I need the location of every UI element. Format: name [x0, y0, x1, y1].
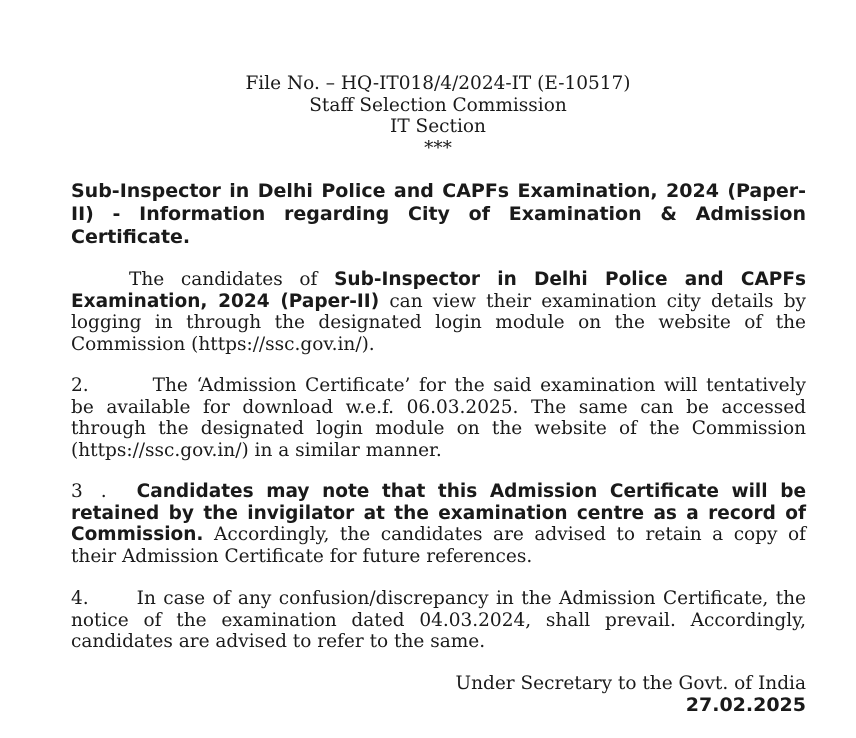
- paragraph-3-dot: .: [100, 481, 107, 502]
- paragraph-4-number: 4.: [71, 588, 89, 609]
- paragraph-3-number: 3: [71, 481, 83, 502]
- file-number: File No. – HQ-IT018/4/2024-IT (E-10517): [245, 73, 631, 94]
- paragraph-2-number: 2.: [71, 375, 89, 396]
- signatory-designation: Under Secretary to the Govt. of India: [455, 673, 806, 694]
- paragraph-4-text: In case of any confusion/discrepancy in the Admission Certificate, the notice of the examination dated 04.03.2024, shall prevail. Accordingly, candidates are advised to refer to the same.: [71, 588, 806, 652]
- paragraph-1-exam-name: Sub-Inspector in Delhi Police and CAPFs Examination, 2024 (Paper-II): [71, 269, 806, 312]
- paragraph-2-text: The ‘Admission Certificate’ for the said examination will tentatively be available for download w.e.f. 06.03.2025. The same can be accessed through the designated login module on the website of the Commission (https://ssc.gov.in/) in a similar manner.: [71, 375, 806, 461]
- paragraph-3-text: Accordingly, the candidates are advised to retain a copy of their Admission Certificate for future references.: [71, 524, 806, 567]
- signature-block: [455, 673, 806, 716]
- notice-date: 27.02.2025: [685, 693, 806, 716]
- document-header: [0, 73, 856, 159]
- paragraph-3-bold-text: Candidates may note that this Admission Certificate will be retained by the invigilator at the examination centre as a record of Commission.: [71, 481, 806, 545]
- notice-title: Sub-Inspector in Delhi Police and CAPFs Examination, 2024 (Paper-II) - Information regarding City of Examination & Admission Certificate.: [71, 180, 806, 248]
- paragraph-1-lead: The candidates of: [129, 269, 318, 290]
- organization-name: Staff Selection Commission: [309, 94, 567, 116]
- paragraph-4: [71, 588, 806, 653]
- paragraph-1: [71, 269, 806, 355]
- header-separator: ***: [424, 137, 452, 159]
- paragraph-2: [71, 375, 806, 461]
- paragraph-3: [71, 481, 806, 567]
- paragraph-1-text: can view their examination city details by logging in through the designated login module on the website of the Commission (https://ssc.gov.in/).: [71, 290, 806, 355]
- section-name: IT Section: [390, 116, 486, 137]
